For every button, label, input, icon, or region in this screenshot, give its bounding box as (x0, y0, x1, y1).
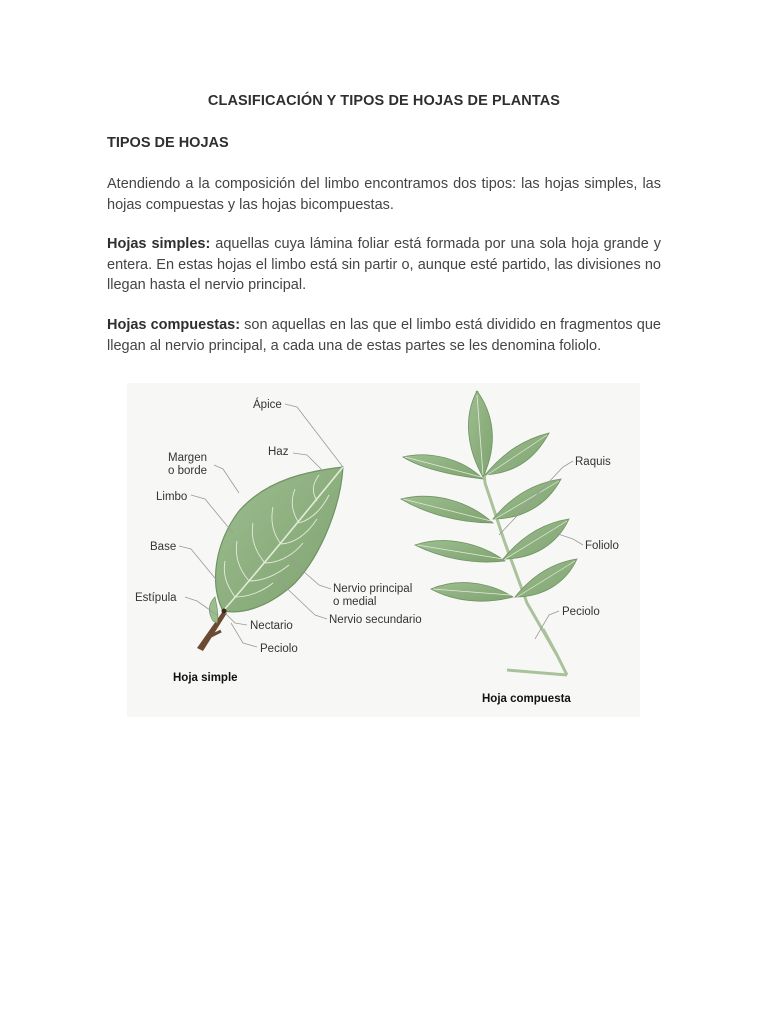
label-apice: Ápice (253, 399, 282, 411)
label-raquis: Raquis (575, 456, 611, 468)
leaf-diagram (127, 383, 640, 717)
label-limbo: Limbo (156, 491, 188, 503)
section-heading: TIPOS DE HOJAS (107, 135, 229, 151)
label-estipula: Estípula (135, 592, 177, 604)
label-peciolo-simple: Peciolo (260, 643, 298, 655)
text-compound-leaves: son aquellas en las que el limbo está dividido en fragmentos que llegan al nervio principal, a cada una de estas partes se les denomina foliolo. (107, 317, 661, 354)
label-nervio-principal: Nervio principal (333, 583, 413, 595)
leaflet-left-3-icon (415, 541, 505, 562)
label-o-borde: o borde (168, 465, 208, 477)
label-nectario: Nectario (250, 620, 293, 632)
label-foliolo: Foliolo (585, 540, 619, 552)
petiole-base-icon (507, 670, 567, 675)
nectary-icon (222, 609, 227, 614)
paragraph-intro: Atendiendo a la composición del limbo encontramos dos tipos: las hojas simples, las hojas compuestas y las hojas bicompuestas. (107, 176, 661, 213)
label-o-medial: o medial (333, 596, 377, 608)
leaflet-right-3-icon (503, 519, 569, 559)
term-compound-leaves: Hojas compuestas: (107, 317, 241, 333)
term-simple-leaves: Hojas simples: (107, 236, 211, 252)
text-simple-leaves: aquellas cuya lámina foliar está formada por una sola hoja grande y entera. En estas hojas el limbo está sin partir o, aunque esté partido, las divisiones no llegan hasta el nervio principal. (107, 236, 661, 293)
caption-simple-leaf: Hoja simple (173, 672, 238, 684)
label-base: Base (150, 541, 177, 553)
leaflet-right-1-icon (485, 433, 549, 475)
label-margen: Margen (168, 452, 207, 464)
leaflet-terminal-icon (468, 391, 492, 477)
label-peciolo-compuesta: Peciolo (562, 606, 600, 618)
leaflet-left-2-icon (401, 496, 493, 523)
label-nervio-secundario: Nervio secundario (329, 614, 422, 626)
leaflet-right-2-icon (493, 479, 561, 519)
leaf-diagram-svg (127, 383, 640, 717)
paragraph-compound-leaves (107, 315, 661, 356)
caption-compound-leaf: Hoja compuesta (482, 693, 571, 705)
label-haz: Haz (268, 446, 289, 458)
simple-leaf-blade-icon (216, 467, 343, 612)
compound-leaf-illustration (401, 391, 577, 675)
stipule-icon (209, 597, 217, 623)
leaflet-right-4-icon (515, 559, 577, 597)
paragraph-simple-leaves (107, 234, 661, 296)
document-title: CLASIFICACIÓN Y TIPOS DE HOJAS DE PLANTAS (207, 93, 561, 109)
compound-petiole-icon (543, 629, 567, 675)
